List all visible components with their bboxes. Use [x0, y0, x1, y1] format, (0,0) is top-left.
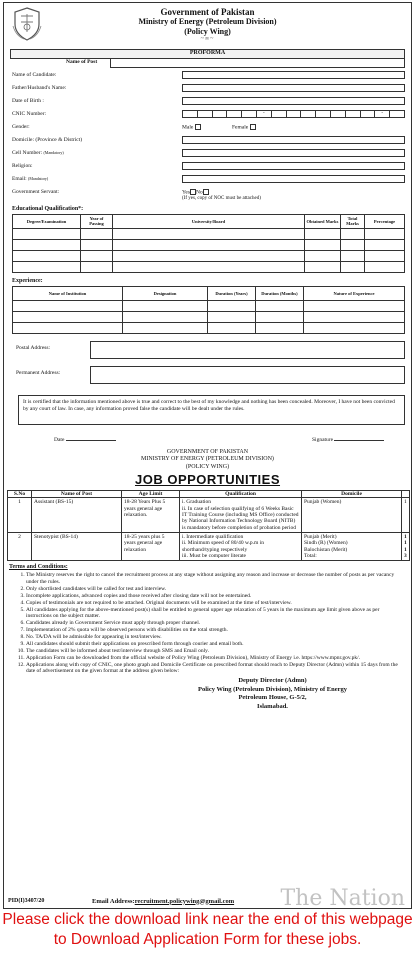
col-header: Total Marks [341, 214, 365, 228]
field-label: Domicile: (Province & District) [12, 136, 83, 143]
cnic-input[interactable]: - - [182, 110, 405, 118]
pid-number: PID(I)3407/20 [8, 898, 45, 905]
table-header-row [8, 491, 410, 498]
cell-post: Assistant (BS-15) [32, 498, 122, 533]
field-govt-servant [10, 186, 411, 203]
contact-address [134, 677, 411, 711]
terms-list [26, 572, 405, 675]
state-emblem-icon [10, 6, 44, 42]
list-item: 11. Application Form can be downloaded from the official website of Policy Wing (Petroleum Division), Ministry of Energy i.e. https://www.mpnr.gov.pk/. [26, 655, 405, 662]
terms-title: Terms and Conditions: [9, 564, 68, 571]
male-checkbox[interactable] [195, 124, 201, 130]
cell-age: 18-25 years plus 5 years general age relaxation [122, 532, 180, 560]
list-item: 6. Candidates already in Government Service must apply through proper channel. [26, 620, 405, 627]
field-candidate-name [10, 69, 411, 82]
contact-line: Policy Wing (Petroleum Division), Ministry of Energy [198, 685, 347, 693]
field-cnic [10, 108, 411, 121]
field-father-name [10, 82, 411, 95]
contact-line: Petroleum House, G-5/2, [238, 694, 307, 702]
table-row [8, 498, 410, 533]
table-row[interactable] [13, 300, 405, 311]
table-row[interactable] [13, 311, 405, 322]
field-label: Religion: [12, 162, 33, 169]
postal-address-input[interactable] [90, 341, 405, 359]
field-religion [10, 160, 411, 173]
col-header: Obtained Marks [305, 214, 341, 228]
field-label: Government Servant: [12, 188, 60, 195]
list-item: 10. The candidates will be informed about test/interview through SMS and Email only. [26, 648, 405, 655]
cell-sno: 1 [8, 498, 32, 533]
ad-ministry-line: MINISTRY OF ENERGY (PETROLEUM DIVISION) [141, 456, 274, 463]
noc-note: (If yes, copy of NOC must be attached) [182, 195, 261, 201]
field-label: Email: (Mandatory) [12, 175, 49, 182]
education-table [12, 214, 405, 273]
email-input[interactable] [182, 175, 405, 183]
email-address: Email Address:recruitment.policywing@gmail.com [92, 897, 235, 905]
col-header: University/Board [113, 214, 305, 228]
col-header: Age Limit [122, 491, 180, 498]
govt-servant-options: Yes No [182, 189, 209, 196]
cell-sno: 2 [8, 532, 32, 560]
permanent-address-input[interactable] [90, 366, 405, 384]
list-item: 9. All candidates should submit their applications on prescribed form through courier and email both. [26, 641, 405, 648]
religion-input[interactable] [182, 162, 405, 170]
experience-table [12, 286, 405, 334]
col-header: Domicile [302, 491, 402, 498]
gov-title: Government of Pakistan [160, 7, 255, 17]
table-header-row [13, 286, 405, 300]
field-label: Father/Husband's Name: [12, 84, 67, 91]
col-header: Duration (Years) [208, 286, 256, 300]
permanent-address-field [10, 364, 411, 389]
cell-qualification: i. Intermediate qualification ii. Minimum speed of 80/40 w.p.m in shorthand/typing respectively iii. Must be computer literate [180, 532, 302, 560]
col-header [402, 491, 410, 498]
candidate-name-input[interactable] [182, 71, 405, 79]
field-email [10, 173, 411, 186]
field-label: Name of Candidate: [12, 71, 57, 78]
newspaper-watermark: The Nation [280, 885, 405, 909]
ad-gov-line: GOVERNMENT OF PAKISTAN [166, 448, 249, 455]
dob-input[interactable] [182, 97, 405, 105]
list-item: 12. Applications along with copy of CNIC, one photo graph and Domicile Certificate on prescribed format should reach to Deputy Director (Admn) within 15 days from the date of advertisement on the given format at the address given below: [26, 662, 405, 676]
field-name-of-post [10, 59, 411, 69]
table-row[interactable] [13, 250, 405, 261]
list-item: 4. Copies of testimonials are not required to be attached. Original documents will be examined at the time of test/interview. [26, 600, 405, 607]
col-header: Name of Institution [13, 286, 123, 300]
advertisement-header [4, 449, 411, 472]
experience-title: Experience: [12, 277, 43, 284]
email-link[interactable]: recruitment.policywing@gmail.com [134, 897, 235, 905]
domicile-input[interactable] [182, 136, 405, 144]
form-header [4, 3, 411, 49]
col-header: Percentage [365, 214, 405, 228]
list-item: 3. Incomplete applications, advanced copies and those received after closing date will not be entertained. [26, 593, 405, 600]
cell-input[interactable] [182, 149, 405, 157]
cell-age: 18-28 Years Plus 5 years general age relaxation. [122, 498, 180, 533]
gender-female: Female [232, 124, 256, 131]
field-label: Name of Post [66, 58, 98, 65]
father-name-input[interactable] [182, 84, 405, 92]
table-row[interactable] [13, 239, 405, 250]
list-item: 5. All candidates applying for the above-mentioned post(s) shall be entitled to general upper age relaxation of 5 years in the maximum age limit given above as per instructions on the subject matter. [26, 607, 405, 621]
cell-qualification: i. Graduation ii. In case of selection qualifying of 6 Weeks Basic IT Training Course (including MS Office) conducted by National Information Technology Board (NITB) is mandatory before completion of probation period [180, 498, 302, 533]
field-label: Postal Address: [16, 344, 51, 351]
field-label: Permanent Address: [16, 369, 61, 376]
name-of-post-input[interactable] [110, 59, 405, 68]
field-gender [10, 121, 411, 134]
cell-post: Stenotypist (BS-14) [32, 532, 122, 560]
list-item: 8. No. TA/DA will be admissible for appearing in test/interview. [26, 634, 405, 641]
certification-statement: It is certified that the information mentioned above is true and correct to the best of my knowledge and nothing has been concealed. Moreover, I have not been convicted by any court of law. In case, any information proved false the candidate will be dealt under the rules. [18, 395, 405, 425]
field-label: Date of Birth : [12, 97, 44, 104]
cell-domicile: Punjab (Merit) Sindh (R) (Women) Balochistan (Merit) Total: [302, 532, 402, 560]
no-checkbox[interactable] [203, 189, 209, 195]
table-row [8, 532, 410, 560]
table-header-row [13, 214, 405, 228]
download-notice[interactable]: Please click the download link near the end of this webpage to Download Application Form for these jobs. [2, 911, 413, 949]
job-advertisement [3, 2, 412, 909]
col-header: Designation [123, 286, 208, 300]
list-item: 7. Implementation of 2% quota will be observed persons with disabilities on the total strength. [26, 627, 405, 634]
proforma-heading: PROFORMA [10, 49, 405, 59]
job-opportunities-title: JOB OPPORTUNITIES [134, 472, 281, 488]
table-row[interactable] [13, 228, 405, 239]
col-header: Degree/Examination [13, 214, 81, 228]
wing-title: (Policy Wing) [184, 26, 231, 36]
signature-field[interactable]: Signature [312, 437, 384, 443]
field-cell [10, 147, 411, 160]
contact-line: Islamabad. [257, 702, 288, 710]
list-item: 2. Only shortlisted candidates will be called for test and interview. [26, 586, 405, 593]
col-header: Qualification [180, 491, 302, 498]
list-item: 1. The Ministry reserves the right to cancel the recruitment process at any stage without assigning any reason and increase or decrease the number of posts as per vacancy under the rules. [26, 572, 405, 586]
table-row[interactable] [13, 261, 405, 272]
cell-domicile: Punjab (Women) [302, 498, 402, 533]
gender-male: Male [182, 124, 201, 131]
col-header: Duration (Months) [256, 286, 304, 300]
cell-posts: 1 1 1 3 [402, 532, 410, 560]
ornament: ~∞~ [200, 35, 215, 42]
field-label: Gender: [12, 123, 30, 130]
ad-wing-line: (POLICY WING) [185, 463, 230, 470]
col-header: Nature of Experience [304, 286, 405, 300]
field-dob [10, 95, 411, 108]
col-header: Name of Post [32, 491, 122, 498]
col-header: Year of Passing [81, 214, 113, 228]
field-label: Cell Number: (Mandatory) [12, 149, 64, 156]
date-signature-row [4, 433, 411, 449]
col-header: S.No [8, 491, 32, 498]
cell-posts: 1 [402, 498, 410, 533]
contact-line: Deputy Director (Admn) [238, 677, 307, 685]
ministry-title: Ministry of Energy (Petroleum Division) [138, 17, 277, 27]
date-field[interactable]: Date [54, 437, 116, 443]
jobs-table [7, 490, 410, 561]
table-row[interactable] [13, 322, 405, 333]
field-label: CNIC Number: [12, 110, 47, 117]
field-domicile [10, 134, 411, 147]
female-checkbox[interactable] [250, 124, 256, 130]
postal-address-field [10, 339, 411, 364]
education-title: Educational Qualification*: [12, 205, 84, 212]
